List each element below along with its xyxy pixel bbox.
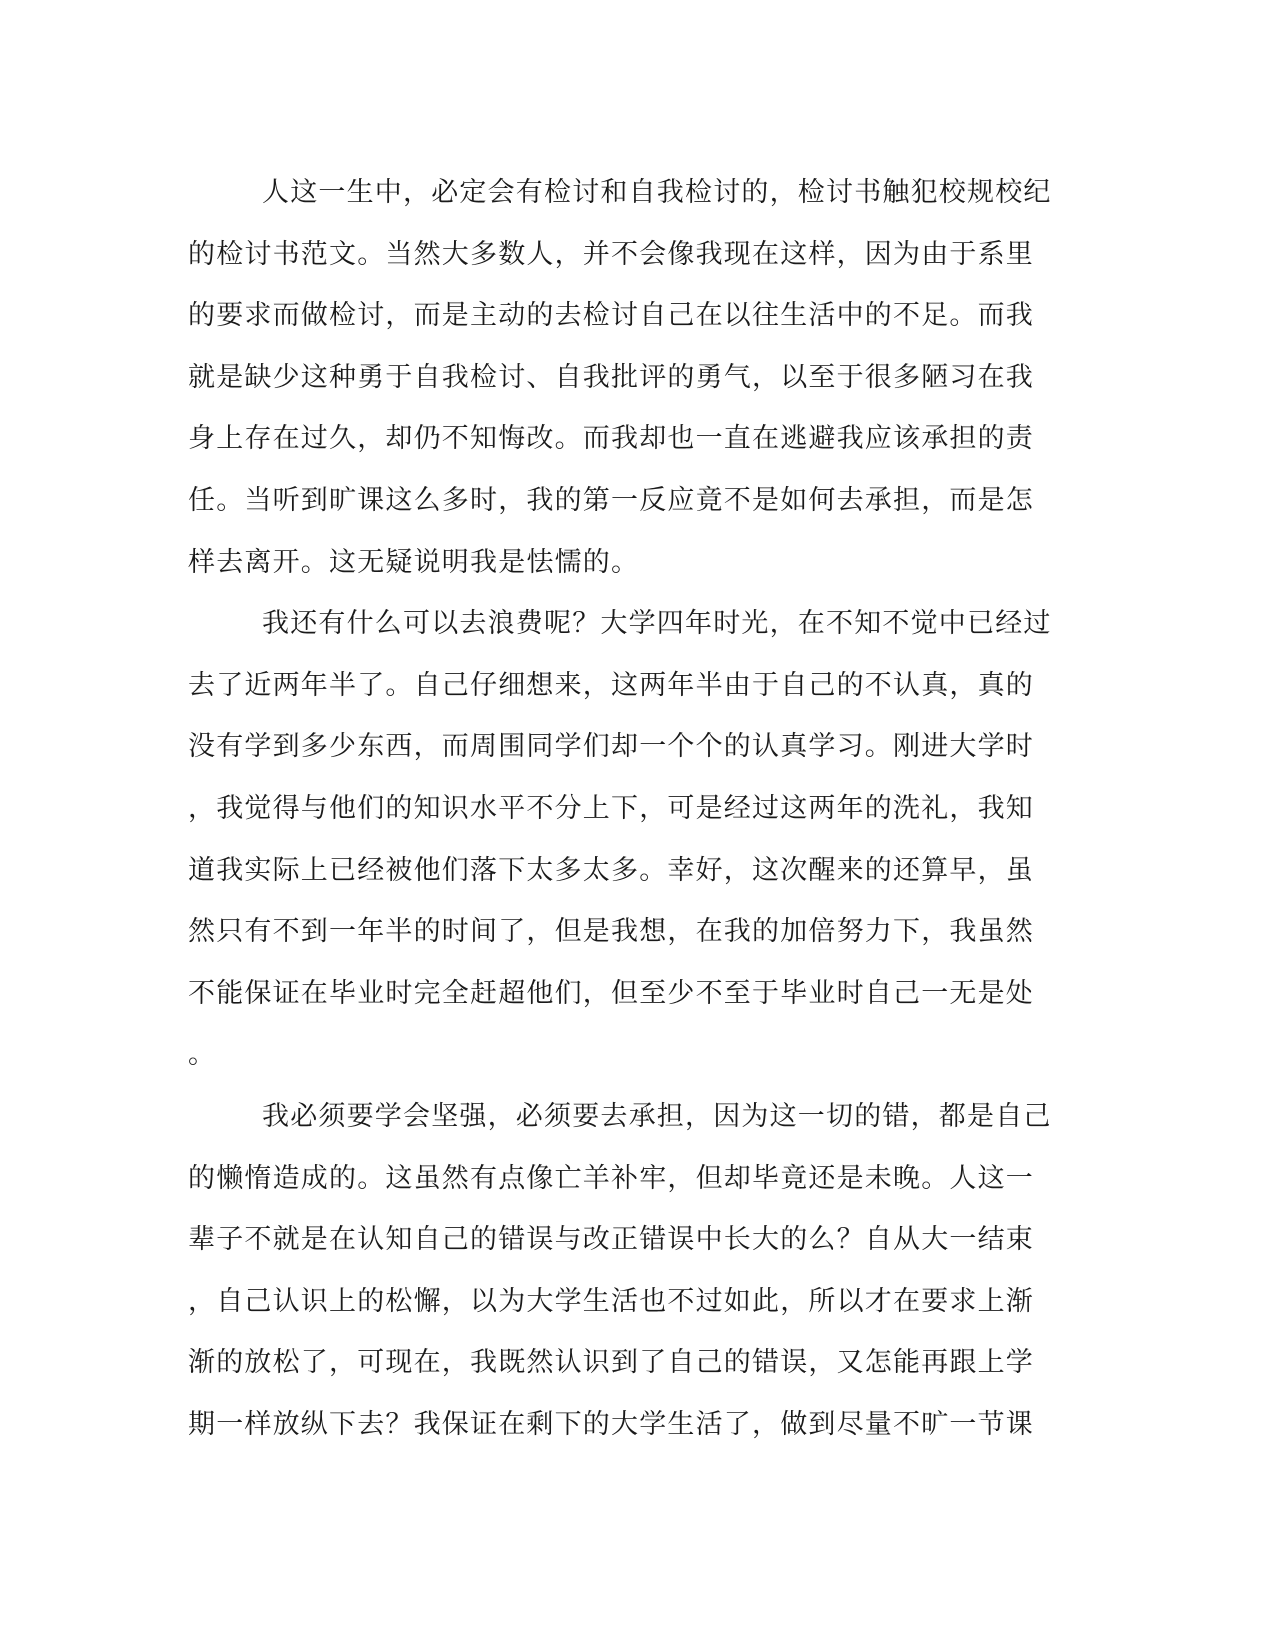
- text-line: 。: [188, 1039, 217, 1071]
- text-line: ，自己认识上的松懈，以为大学生活也不过如此，所以才在要求上渐: [188, 1285, 1034, 1317]
- text-line: 的要求而做检讨，而是主动的去检讨自己在以往生活中的不足。而我: [188, 300, 1034, 332]
- text-line: 就是缺少这种勇于自我检讨、自我批评的勇气，以至于很多陋习在我: [188, 361, 1034, 393]
- paragraph-2: [188, 593, 1068, 1086]
- text-line: 去了近两年半了。自己仔细想来，这两年半由于自己的不认真，真的: [188, 669, 1034, 701]
- text-line: 身上存在过久，却仍不知悔改。而我却也一直在逃避我应该承担的责: [188, 423, 1034, 455]
- text-line: 任。当听到旷课这么多时，我的第一反应竟不是如何去承担，而是怎: [188, 484, 1034, 516]
- text-line: 道我实际上已经被他们落下太多太多。幸好，这次醒来的还算早，虽: [188, 854, 1034, 886]
- paragraph-3: [188, 1086, 1068, 1456]
- text-line: 样去离开。这无疑说明我是怯懦的。: [188, 546, 640, 578]
- text-line: 渐的放松了，可现在，我既然认识到了自己的错误，又怎能再跟上学: [188, 1347, 1034, 1379]
- document-body: [188, 162, 1068, 1455]
- text-line: 然只有不到一年半的时间了，但是我想，在我的加倍努力下，我虽然: [188, 916, 1034, 948]
- paragraph-1: [188, 162, 1068, 593]
- text-line: 的检讨书范文。当然大多数人，并不会像我现在这样，因为由于系里: [188, 238, 1034, 270]
- text-line: 辈子不就是在认知自己的错误与改正错误中长大的么？自从大一结束: [188, 1224, 1034, 1256]
- text-line: 不能保证在毕业时完全赶超他们，但至少不至于毕业时自己一无是处: [188, 977, 1034, 1009]
- text-line: 没有学到多少东西，而周围同学们却一个个的认真学习。刚进大学时: [188, 731, 1034, 763]
- text-line: 期一样放纵下去？我保证在剩下的大学生活了，做到尽量不旷一节课: [188, 1408, 1034, 1440]
- text-line: ，我觉得与他们的知识水平不分上下，可是经过这两年的洗礼，我知: [188, 792, 1034, 824]
- text-line: 我必须要学会坚强，必须要去承担，因为这一切的错，都是自己: [262, 1100, 1052, 1132]
- text-line: 我还有什么可以去浪费呢？大学四年时光，在不知不觉中已经过: [262, 608, 1052, 640]
- text-line: 的懒惰造成的。这虽然有点像亡羊补牢，但却毕竟还是未晚。人这一: [188, 1162, 1034, 1194]
- text-line: 人这一生中，必定会有检讨和自我检讨的，检讨书触犯校规校纪: [262, 177, 1052, 208]
